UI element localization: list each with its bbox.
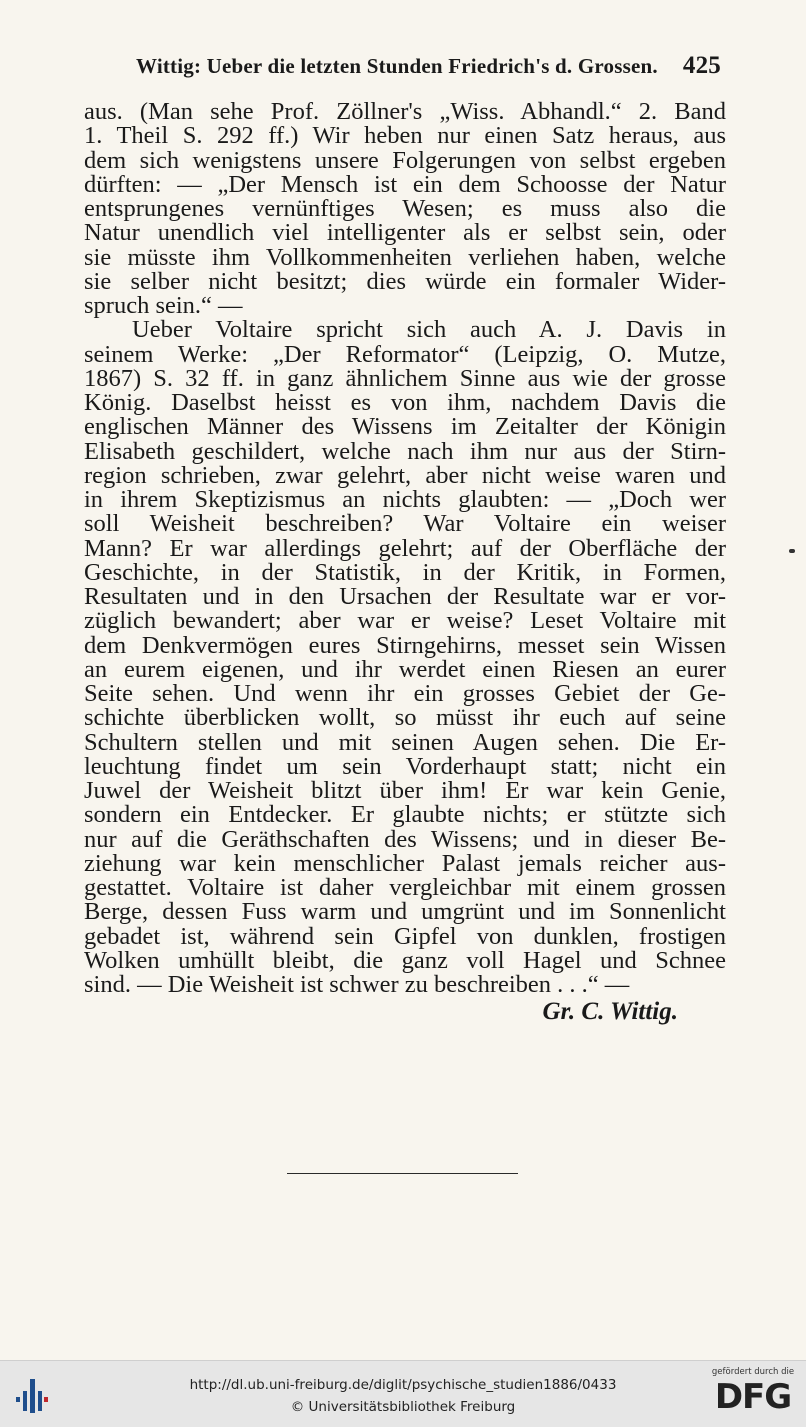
author-signature: Gr. C. Wittig. <box>542 998 678 1026</box>
running-header <box>136 52 721 84</box>
text-line: an eurem eigenen, und ihr werdet einen Riesen an eurer <box>84 657 726 682</box>
text-line: Geschichte, in der Statistik, in der Kritik, in Formen, <box>84 560 726 585</box>
text-line: entsprungenes vernünftiges Wesen; es muss also die <box>84 197 726 222</box>
copyright-notice: © Universitätsbibliothek Freiburg <box>290 1399 516 1415</box>
text-line: region schrieben, zwar gelehrt, aber nicht weise waren und <box>84 463 726 488</box>
page-number: 425 <box>682 52 721 79</box>
text-line: Mann? Er war allerdings gelehrt; auf der Oberfläche der <box>84 536 726 561</box>
text-line: soll Weisheit beschreiben? War Voltaire ein weiser <box>84 512 726 537</box>
document-url[interactable]: http://dl.ub.uni-freiburg.de/diglit/psychische_studien1886/0433 <box>189 1377 617 1393</box>
text-line: Ueber Voltaire spricht sich auch A. J. Davis in <box>132 318 726 343</box>
text-line: Schultern stellen und mit seinen Augen sehen. Die Er- <box>84 730 726 755</box>
text-line: Seite sehen. Und wenn ihr ein grosses Gebiet der Ge- <box>84 682 726 707</box>
text-line: sie selber nicht besitzt; dies würde ein formaler Wider- <box>84 269 726 294</box>
text-line: leuchtung findet um sein Vorderhaupt statt; nicht ein <box>84 754 726 779</box>
text-line: 1867) S. 32 ff. in ganz ähnlichem Sinne aus wie der grosse <box>84 366 726 391</box>
text-line: sind. — Die Weisheit ist schwer zu beschreiben . . .“ — <box>84 973 630 998</box>
dfg-wordmark: DFG <box>714 1377 792 1417</box>
text-line: ziehung war kein menschlicher Palast jemals reicher aus- <box>84 851 726 876</box>
text-line: Elisabeth geschildert, welche nach ihm nur aus der Stirn- <box>84 439 726 464</box>
text-line: schichte überblicken wollt, so müsst ihr euch auf seine <box>84 706 726 731</box>
text-line: Natur unendlich viel intelligenter als er selbst sein, oder <box>84 221 726 246</box>
text-line: Resultaten und in den Ursachen der Resultate war er vor- <box>84 585 726 610</box>
viewer-footer <box>0 1360 806 1427</box>
text-line: dem sich wenigstens unsere Folgerungen von selbst ergeben <box>84 148 726 173</box>
text-line: Wolken umhüllt bleibt, die ganz voll Hagel und Schnee <box>84 948 726 973</box>
text-line: König. Daselbst heisst es von ihm, nachdem Davis die <box>84 391 726 416</box>
text-line: englischen Männer des Wissens im Zeitalter der Königin <box>84 415 726 440</box>
text-line: gestattet. Voltaire ist daher vergleichbar mit einem grossen <box>84 876 726 901</box>
text-line: dürften: — „Der Mensch ist ein dem Schoosse der Natur <box>84 172 726 197</box>
text-line: spruch sein.“ — <box>84 294 243 319</box>
dfg-logo-icon <box>710 1367 796 1423</box>
text-line: sondern ein Entdecker. Er glaubte nichts; er stützte sich <box>84 803 726 828</box>
text-line: dem Denkvermögen eures Stirngehirns, messet sein Wissen <box>84 633 726 658</box>
text-line: in ihrem Skeptizismus an nichts glaubten: — „Doch wer <box>84 488 726 513</box>
section-divider <box>287 1173 518 1174</box>
text-line: nur auf die Geräthschaften des Wissens; und in dieser Be- <box>84 827 726 852</box>
article-text <box>84 100 726 1026</box>
text-line: Juwel der Weisheit blitzt über ihm! Er war kein Genie, <box>84 779 726 804</box>
text-line: aus. (Man sehe Prof. Zöllner's „Wiss. Abhandl.“ 2. Band <box>84 100 726 125</box>
text-line: züglich bewandert; aber war er weise? Leset Voltaire mit <box>84 609 726 634</box>
text-line: seinem Werke: „Der Reformator“ (Leipzig, O. Mutze, <box>84 342 726 367</box>
text-line: Berge, dessen Fuss warm und umgrünt und im Sonnenlicht <box>84 900 726 925</box>
text-line: 1. Theil S. 292 ff.) Wir heben nur einen Satz heraus, aus <box>84 124 726 149</box>
running-title: Wittig: Ueber die letzten Stunden Friedrich's d. Grossen. <box>136 54 658 78</box>
text-line: sie müsste ihm Vollkommenheiten verliehen haben, welche <box>84 245 726 270</box>
dfg-funded-label: gefördert durch die <box>711 1367 795 1377</box>
margin-mark <box>789 549 795 553</box>
text-line: gebadet ist, während sein Gipfel von dunklen, frostigen <box>84 924 726 949</box>
